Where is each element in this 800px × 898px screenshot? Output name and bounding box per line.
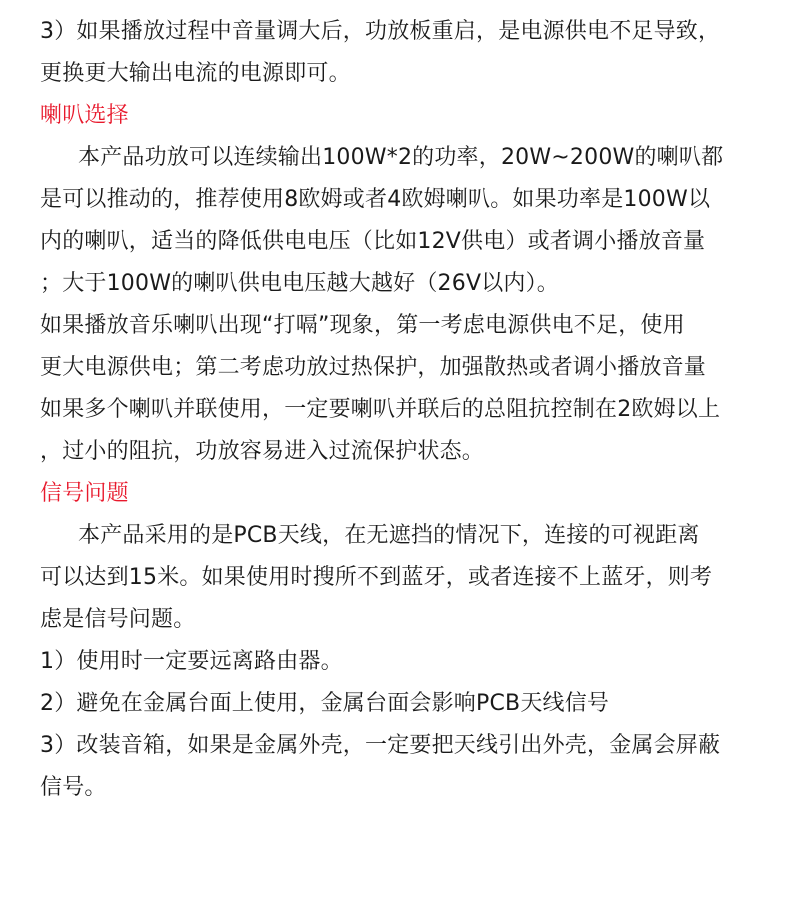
- signal-item2: 2）避免在金属台面上使用，金属台面会影响PCB天线信号: [40, 691, 610, 716]
- signal-item3-line2: 信号。: [40, 775, 107, 800]
- signal-section-heading: 信号问题: [40, 481, 129, 506]
- signal-p1-line2: 可以达到15米。如果使用时搜所不到蓝牙，或者连接不上蓝牙，则考: [40, 565, 713, 590]
- speaker-section-heading: 喇叭选择: [40, 103, 129, 128]
- speaker-p1-line2: 是可以推动的，推荐使用8欧姆或者4欧姆喇叭。如果功率是100W以: [40, 187, 711, 212]
- power-item3-line1: 3）如果播放过程中音量调大后，功放板重启，是电源供电不足导致，: [40, 19, 721, 44]
- power-item3-line2: 更换更大输出电流的电源即可。: [40, 61, 351, 86]
- signal-p1-line3: 虑是信号问题。: [40, 607, 196, 632]
- signal-p1-line1: 本产品采用的是PCB天线，在无遮挡的情况下，连接的可视距离: [78, 523, 700, 548]
- speaker-p3-line1: 如果多个喇叭并联使用，一定要喇叭并联后的总阻抗控制在2欧姆以上: [40, 397, 721, 422]
- speaker-p2-line2: 更大电源供电；第二考虑功放过热保护，加强散热或者调小播放音量: [40, 355, 707, 380]
- speaker-p1-line3: 内的喇叭，适当的降低供电电压（比如12V供电）或者调小播放音量: [40, 229, 706, 254]
- signal-item1: 1）使用时一定要远离路由器。: [40, 649, 343, 674]
- speaker-p1-line4: ；大于100W的喇叭供电电压越大越好（26V以内）。: [40, 271, 559, 296]
- signal-item3-line1: 3）改装音箱，如果是金属外壳，一定要把天线引出外壳，金属会屏蔽: [40, 733, 721, 758]
- speaker-p3-line2: ，过小的阻抗，功放容易进入过流保护状态。: [40, 439, 485, 464]
- speaker-p1-line1: 本产品功放可以连续输出100W*2的功率，20W~200W的喇叭都: [78, 145, 724, 170]
- speaker-p2-line1: 如果播放音乐喇叭出现“打嗝”现象，第一考虑电源供电不足，使用: [40, 313, 685, 338]
